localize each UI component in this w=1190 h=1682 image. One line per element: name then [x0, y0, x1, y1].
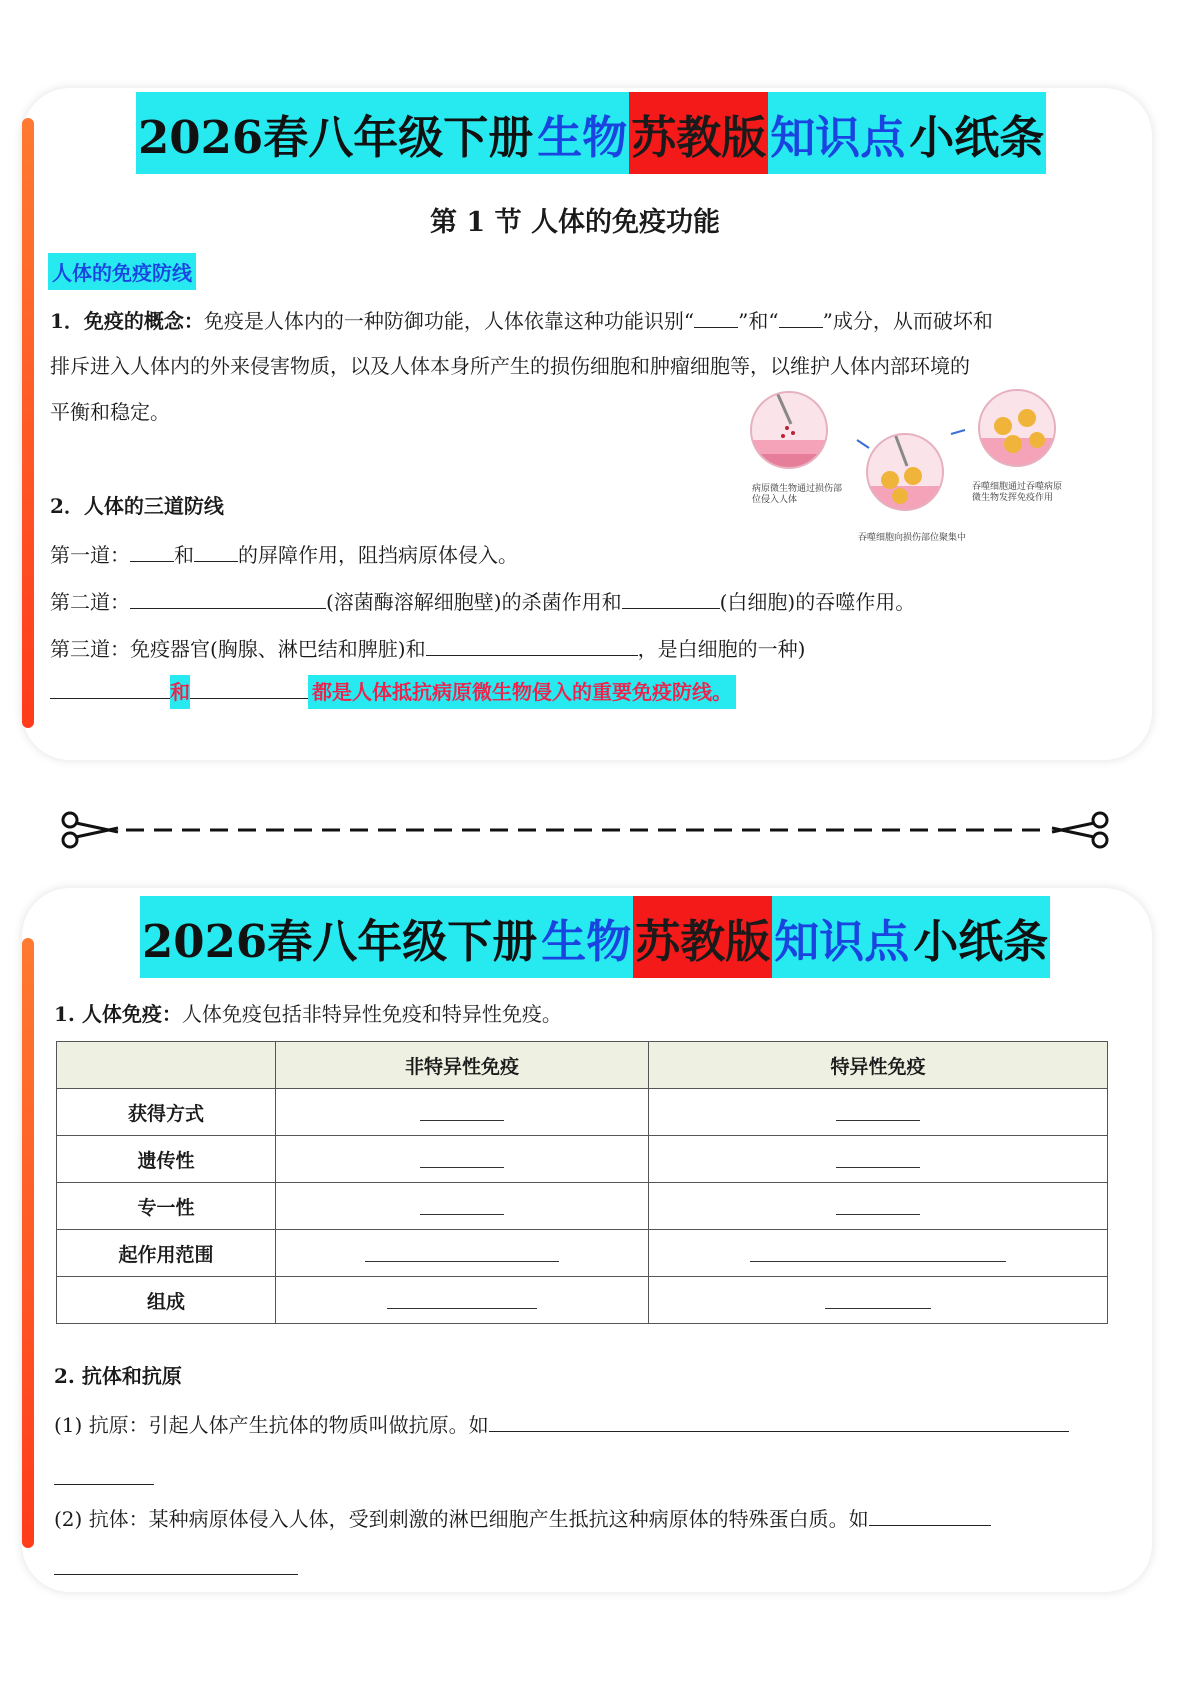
- title-part-notes: 小纸条: [907, 92, 1046, 174]
- cut-line: [60, 810, 1110, 850]
- table-cell: [649, 1089, 1108, 1136]
- antigen-continuation: [54, 1464, 154, 1489]
- line2-prefix: 第二道：: [50, 590, 130, 614]
- immunity-concept-line3: 平衡和稳定。: [50, 400, 170, 424]
- line1-and: 和: [174, 543, 194, 567]
- row-label-specificity: 专一性: [57, 1183, 276, 1230]
- antibody-text: (2) 抗体：某种病原体侵入人体，受到刺激的淋巴细胞产生抵抗这种病原体的特殊蛋白质。如: [54, 1507, 869, 1531]
- antibody-antigen-heading: 2. 抗体和抗原: [54, 1364, 182, 1388]
- card1-title: [136, 92, 1046, 174]
- topic-tag: 人体的免疫防线: [48, 253, 196, 290]
- table-cell: [649, 1277, 1108, 1324]
- table-row: [57, 1230, 1108, 1277]
- card-accent-bar: [22, 938, 34, 1548]
- line2-middle: (溶菌酶溶解细胞壁)的杀菌作用和: [326, 590, 622, 614]
- blank-bactericidal: [130, 588, 326, 609]
- blank-antibody-example: [869, 1505, 991, 1526]
- item1-text-b: ”和“: [738, 309, 779, 333]
- title-part-grade: 2026春八年级下册: [140, 896, 539, 978]
- defense-summary-line: [50, 678, 736, 712]
- blank-antibody-example-cont: [54, 1554, 298, 1575]
- table-cell: [649, 1230, 1108, 1277]
- table-cell: [649, 1136, 1108, 1183]
- summary-and: 和: [170, 675, 190, 709]
- row-label-composition: 组成: [57, 1277, 276, 1324]
- section-heading: 第 1 节 人体的免疫功能: [430, 207, 720, 238]
- item1-label: 1. 人体免疫：: [54, 1002, 182, 1026]
- scissor-left-icon: [63, 813, 118, 847]
- card2-title: [140, 896, 1050, 978]
- table-header-nonspecific: 非特异性免疫: [276, 1042, 649, 1089]
- table-row: [57, 1183, 1108, 1230]
- title-part-knowledge: 知识点: [768, 92, 907, 174]
- defense-line-2: [50, 588, 915, 614]
- table-row: [57, 1277, 1108, 1324]
- summary-text: 都是人体抵抗病原微生物侵入的重要免疫防线。: [308, 675, 736, 709]
- row-label-heredity: 遗传性: [57, 1136, 276, 1183]
- table-header-row: [57, 1042, 1108, 1089]
- title-part-edition: 苏教版: [633, 896, 772, 978]
- title-part-edition: 苏教版: [629, 92, 768, 174]
- defense-line-1: [50, 541, 518, 567]
- table-header-empty: [57, 1042, 276, 1089]
- line1-prefix: 第一道：: [50, 543, 130, 567]
- title-part-notes: 小纸条: [911, 896, 1050, 978]
- figure-caption-2: 吞噬细胞向损伤部位聚集中: [858, 533, 967, 543]
- table-cell: [276, 1136, 649, 1183]
- item1-text-a: 免疫是人体内的一种防御功能，人体依靠这种功能识别“: [203, 309, 695, 333]
- figure-caption-3: 吞噬细胞通过吞噬病原微生物发挥免疫作用: [972, 482, 1063, 503]
- row-label-scope: 起作用范围: [57, 1230, 276, 1277]
- item1-label: 1．免疫的概念：: [50, 309, 204, 333]
- blank-phagocyte: [622, 588, 720, 609]
- scissor-right-icon: [1052, 813, 1107, 847]
- blank-mucosa: [194, 541, 238, 562]
- blank-immune-cells: [426, 635, 638, 656]
- defense-line-3: [50, 635, 805, 661]
- table-cell: [276, 1230, 649, 1277]
- immunity-comparison-table: [56, 1041, 1108, 1324]
- immunity-concept-line2: 排斥进入人体内的外来侵害物质，以及人体本身所产生的损伤细胞和肿瘤细胞等，以维护人体内部环境的: [50, 354, 970, 378]
- antigen-text: (1) 抗原：引起人体产生抗体的物质叫做抗原。如: [54, 1413, 489, 1437]
- immunity-concept-line1: [50, 307, 993, 333]
- blank-nonspecific: [50, 678, 170, 699]
- table-cell: [649, 1183, 1108, 1230]
- title-part-subject: 生物: [539, 896, 633, 978]
- table-row: [57, 1089, 1108, 1136]
- card-accent-bar: [22, 118, 34, 728]
- blank-antigen-example: [489, 1411, 1069, 1432]
- blank-self: [694, 307, 738, 328]
- phagocytosis-figure: [745, 388, 1075, 538]
- item1-text-c: ”成分，从而破坏和: [822, 309, 993, 333]
- line3-prefix: 第三道：免疫器官(胸腺、淋巴结和脾脏)和: [50, 637, 426, 661]
- antigen-line: [54, 1411, 1069, 1437]
- title-part-subject: 生物: [535, 92, 629, 174]
- figure-caption-1: 病原微生物通过损伤部位侵入人体: [752, 484, 843, 505]
- human-immunity-line: [54, 1002, 562, 1026]
- three-defense-lines-heading: 2．人体的三道防线: [50, 494, 224, 518]
- blank-specific: [190, 678, 308, 699]
- table-row: [57, 1136, 1108, 1183]
- blank-skin: [130, 541, 174, 562]
- antibody-line: [54, 1505, 991, 1531]
- title-part-knowledge: 知识点: [772, 896, 911, 978]
- antibody-continuation: [54, 1554, 298, 1579]
- table-header-specific: 特异性免疫: [649, 1042, 1108, 1089]
- blank-nonself: [779, 307, 823, 328]
- line3-suffix: ，是白细胞的一种): [637, 637, 806, 661]
- line1-suffix: 的屏障作用，阻挡病原体侵入。: [238, 543, 518, 567]
- title-part-grade: 2026春八年级下册: [136, 92, 535, 174]
- row-label-acquisition: 获得方式: [57, 1089, 276, 1136]
- blank-antigen-example-cont: [54, 1464, 154, 1485]
- item1-text: 人体免疫包括非特异性免疫和特异性免疫。: [181, 1002, 562, 1026]
- line2-suffix: (白细胞)的吞噬作用。: [719, 590, 916, 614]
- table-cell: [276, 1183, 649, 1230]
- phagocytosis-illustration: [745, 388, 1075, 538]
- table-cell: [276, 1089, 649, 1136]
- table-cell: [276, 1277, 649, 1324]
